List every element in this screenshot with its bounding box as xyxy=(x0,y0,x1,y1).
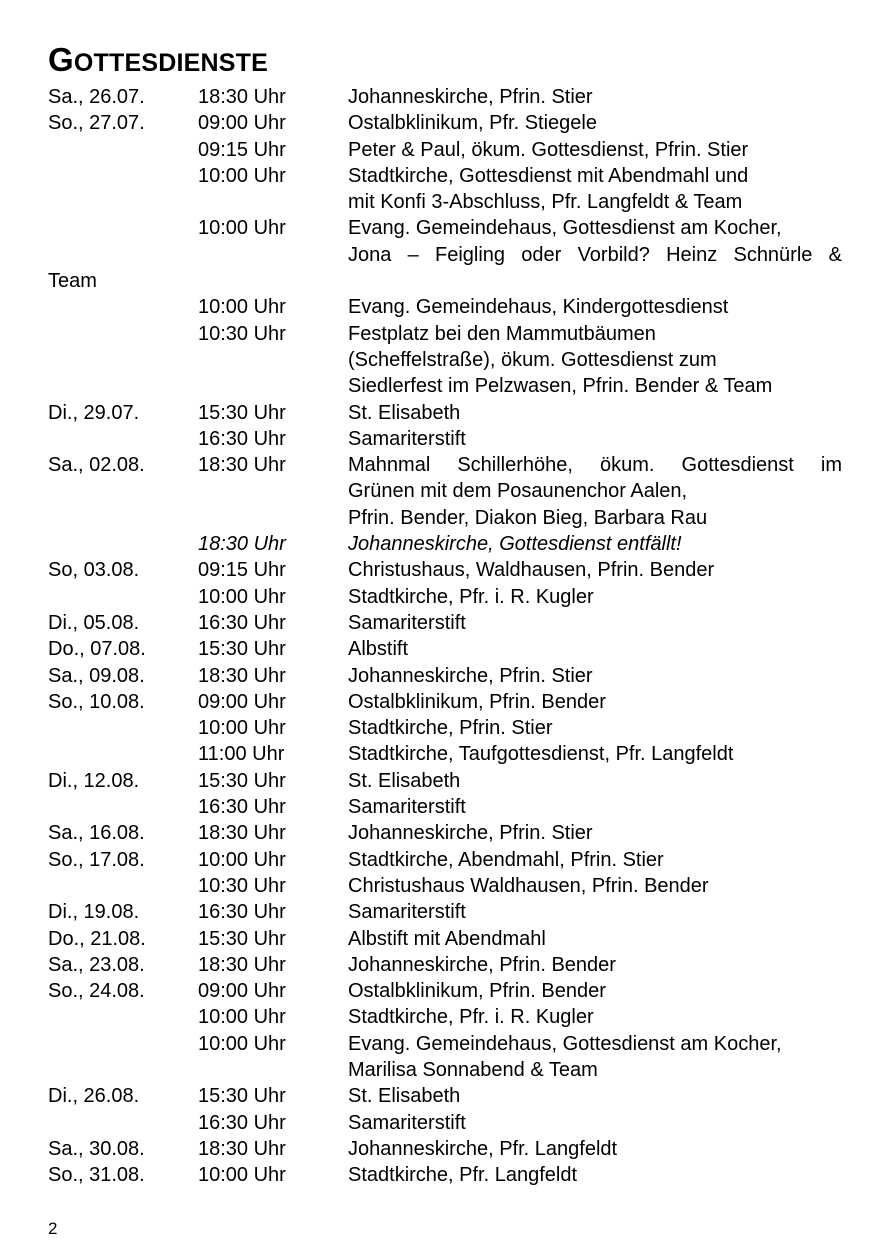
service-time: 10:00 Uhr xyxy=(198,585,286,608)
service-row xyxy=(48,137,842,163)
service-time: 10:00 Uhr xyxy=(198,717,286,740)
service-time: 10:00 Uhr xyxy=(198,217,286,240)
service-description-line: Stadtkirche, Abendmahl, Pfrin. Stier xyxy=(348,848,664,871)
service-description-line: Evang. Gemeindehaus, Gottesdienst am Kocher, xyxy=(348,217,782,240)
service-description xyxy=(348,163,842,216)
service-description xyxy=(348,636,842,662)
service-time: 10:00 Uhr xyxy=(198,164,286,187)
service-date: So., 17.08. xyxy=(48,848,145,871)
service-time: 18:30 Uhr xyxy=(198,454,286,477)
service-description-line: Stadtkirche, Taufgottesdienst, Pfr. Langfeldt xyxy=(348,743,734,766)
service-time: 18:30 Uhr xyxy=(198,533,286,556)
service-description-line: St. Elisabeth xyxy=(348,769,461,792)
service-description xyxy=(348,847,842,873)
service-description-line: Samariterstift xyxy=(348,901,466,924)
service-description xyxy=(348,663,842,689)
service-row xyxy=(48,321,842,400)
service-time: 10:00 Uhr xyxy=(198,848,286,871)
service-date: Sa., 23.08. xyxy=(48,953,145,976)
service-description-line: Samariterstift xyxy=(348,427,466,450)
service-description-line: Johanneskirche, Pfrin. Stier xyxy=(348,822,593,845)
service-row xyxy=(48,110,842,136)
service-description-line: Mahnmal Schillerhöhe, ökum. Gottesdienst im xyxy=(348,454,842,477)
service-time: 15:30 Uhr xyxy=(198,638,286,661)
service-description xyxy=(348,952,842,978)
service-date: Di., 19.08. xyxy=(48,901,140,924)
service-description xyxy=(348,294,842,320)
service-description xyxy=(348,584,842,610)
service-description-line: Stadtkirche, Pfr. i. R. Kugler xyxy=(348,1006,594,1029)
service-description-line: mit Konfi 3-Abschluss, Pfr. Langfeldt & Team xyxy=(348,191,743,214)
service-row xyxy=(48,794,842,820)
service-description-line: Stadtkirche, Pfrin. Stier xyxy=(348,717,553,740)
service-row xyxy=(48,663,842,689)
service-time: 15:30 Uhr xyxy=(198,401,286,424)
service-description-line: Festplatz bei den Mammutbäumen xyxy=(348,322,656,345)
service-date: Sa., 26.07. xyxy=(48,86,145,108)
service-description-line: Stadtkirche, Pfr. i. R. Kugler xyxy=(348,585,594,608)
service-date: Sa., 30.08. xyxy=(48,1137,145,1160)
service-schedule xyxy=(48,84,842,1188)
service-description xyxy=(348,1083,842,1109)
service-time: 09:00 Uhr xyxy=(198,980,286,1003)
service-description xyxy=(348,741,842,767)
page-number: 2 xyxy=(48,1219,58,1238)
service-time: 11:00 Uhr xyxy=(198,743,285,766)
service-row xyxy=(48,400,842,426)
service-date: Di., 05.08. xyxy=(48,611,140,634)
service-description-line: Albstift xyxy=(348,638,409,661)
service-description xyxy=(348,1031,842,1084)
service-row xyxy=(48,1162,842,1188)
service-description xyxy=(348,768,842,794)
page-title-initial: G xyxy=(48,41,74,78)
service-row xyxy=(48,926,842,952)
service-description-line: Johanneskirche, Pfrin. Bender xyxy=(348,953,616,976)
service-description xyxy=(348,820,842,846)
service-description-line: Stadtkirche, Gottesdienst mit Abendmahl und xyxy=(348,164,749,187)
service-description xyxy=(348,84,842,110)
service-row xyxy=(48,715,842,741)
service-time: 18:30 Uhr xyxy=(198,86,286,108)
service-description-line: Grünen mit dem Posaunenchor Aalen, xyxy=(348,480,688,503)
service-description-line: Peter & Paul, ökum. Gottesdienst, Pfrin. Stier xyxy=(348,138,749,161)
service-row xyxy=(48,873,842,899)
service-date: So, 03.08. xyxy=(48,559,140,582)
service-date: Do., 21.08. xyxy=(48,927,146,950)
service-time: 16:30 Uhr xyxy=(198,611,286,634)
service-row xyxy=(48,163,842,216)
service-description-line: Siedlerfest im Pelzwasen, Pfrin. Bender & Team xyxy=(348,375,773,398)
service-date: Sa., 09.08. xyxy=(48,664,145,687)
service-row xyxy=(48,1136,842,1162)
service-time: 16:30 Uhr xyxy=(198,1111,286,1134)
service-row xyxy=(48,899,842,925)
service-row xyxy=(48,84,842,110)
service-time: 18:30 Uhr xyxy=(198,953,286,976)
service-description-line: Pfrin. Bender, Diakon Bieg, Barbara Rau xyxy=(348,506,708,529)
service-time: 16:30 Uhr xyxy=(198,796,286,819)
service-row xyxy=(48,1083,842,1109)
service-description-line: Stadtkirche, Pfr. Langfeldt xyxy=(348,1164,578,1187)
service-row xyxy=(48,294,842,320)
service-description xyxy=(348,689,842,715)
service-row xyxy=(48,1110,842,1136)
service-description xyxy=(348,137,842,163)
service-time: 09:15 Uhr xyxy=(198,559,286,582)
service-row xyxy=(48,557,842,583)
service-row xyxy=(48,978,842,1004)
service-description-line: Johanneskirche, Pfr. Langfeldt xyxy=(348,1137,618,1160)
service-description-line: Samariterstift xyxy=(348,1111,466,1134)
service-time: 18:30 Uhr xyxy=(198,822,286,845)
service-time: 10:00 Uhr xyxy=(198,296,286,319)
service-row xyxy=(48,610,842,636)
service-date: Do., 07.08. xyxy=(48,638,146,661)
service-description-line: Albstift mit Abendmahl xyxy=(348,927,546,950)
service-description xyxy=(348,452,842,531)
service-time: 10:30 Uhr xyxy=(198,322,286,345)
service-row xyxy=(48,847,842,873)
service-date: So., 31.08. xyxy=(48,1164,145,1187)
service-time: 09:00 Uhr xyxy=(198,690,286,713)
service-description xyxy=(348,1162,842,1188)
service-description-overflow: Team xyxy=(48,270,97,293)
service-time: 10:00 Uhr xyxy=(198,1164,286,1187)
service-row xyxy=(48,741,842,767)
service-row xyxy=(48,1031,842,1084)
service-description-line: Christushaus, Waldhausen, Pfrin. Bender xyxy=(348,559,715,582)
service-description xyxy=(348,1004,842,1030)
service-row xyxy=(48,952,842,978)
service-description-line: Evang. Gemeindehaus, Gottesdienst am Kocher, xyxy=(348,1032,782,1055)
service-description xyxy=(348,557,842,583)
service-row xyxy=(48,215,842,268)
service-description-line: (Scheffelstraße), ökum. Gottesdienst zum xyxy=(348,348,717,371)
service-date: Sa., 02.08. xyxy=(48,454,145,477)
service-description-line: Jona – Feigling oder Vorbild? Heinz Schnürle & xyxy=(348,243,842,266)
service-description xyxy=(348,1110,842,1136)
service-time: 09:00 Uhr xyxy=(198,112,286,135)
service-time: 18:30 Uhr xyxy=(198,1137,286,1160)
service-description xyxy=(348,794,842,820)
service-row xyxy=(48,531,842,557)
service-time: 10:30 Uhr xyxy=(198,874,286,897)
service-description xyxy=(348,715,842,741)
service-row xyxy=(48,452,842,531)
service-description xyxy=(348,978,842,1004)
service-date: So., 27.07. xyxy=(48,112,145,135)
page-title-rest: OTTESDIENSTE xyxy=(73,49,268,77)
service-description-line: Ostalbklinikum, Pfrin. Bender xyxy=(348,980,606,1003)
service-description-line: Ostalbklinikum, Pfrin. Bender xyxy=(348,690,606,713)
service-description xyxy=(348,873,842,899)
service-description xyxy=(348,426,842,452)
service-description xyxy=(348,899,842,925)
service-row xyxy=(48,1004,842,1030)
service-time: 09:15 Uhr xyxy=(198,138,286,161)
service-time: 18:30 Uhr xyxy=(198,664,286,687)
service-date: Di., 29.07. xyxy=(48,401,140,424)
service-description xyxy=(348,400,842,426)
service-description-line: St. Elisabeth xyxy=(348,1085,461,1108)
service-date: Sa., 16.08. xyxy=(48,822,145,845)
service-description xyxy=(348,321,842,400)
service-date: So., 10.08. xyxy=(48,690,145,713)
service-description xyxy=(348,926,842,952)
service-time: 10:00 Uhr xyxy=(198,1032,286,1055)
service-row xyxy=(48,820,842,846)
service-row xyxy=(48,768,842,794)
service-time: 16:30 Uhr xyxy=(198,901,286,924)
service-row xyxy=(48,689,842,715)
service-row xyxy=(48,426,842,452)
service-date: Di., 26.08. xyxy=(48,1085,140,1108)
service-time: 10:00 Uhr xyxy=(198,1006,286,1029)
service-time: 15:30 Uhr xyxy=(198,769,286,792)
service-description-line: Marilisa Sonnabend & Team xyxy=(348,1058,598,1081)
service-time: 15:30 Uhr xyxy=(198,927,286,950)
page-title xyxy=(48,40,268,83)
service-description-line: Samariterstift xyxy=(348,796,466,819)
service-description xyxy=(348,215,842,268)
service-description-line: Christushaus Waldhausen, Pfrin. Bender xyxy=(348,874,709,897)
service-description xyxy=(348,1136,842,1162)
service-description xyxy=(348,610,842,636)
service-time: 15:30 Uhr xyxy=(198,1085,286,1108)
service-description xyxy=(348,110,842,136)
service-date: So., 24.08. xyxy=(48,980,145,1003)
service-description-line: Johanneskirche, Gottesdienst entfällt! xyxy=(348,533,682,556)
service-description-line: Johanneskirche, Pfrin. Stier xyxy=(348,86,593,108)
service-description-line: Johanneskirche, Pfrin. Stier xyxy=(348,664,593,687)
service-description-line: Samariterstift xyxy=(348,611,466,634)
service-row xyxy=(48,584,842,610)
service-description-line: St. Elisabeth xyxy=(348,401,461,424)
service-date: Di., 12.08. xyxy=(48,769,140,792)
service-description-line: Evang. Gemeindehaus, Kindergottesdienst xyxy=(348,296,729,319)
service-description xyxy=(348,531,842,557)
service-time: 16:30 Uhr xyxy=(198,427,286,450)
service-row xyxy=(48,636,842,662)
service-description-line: Ostalbklinikum, Pfr. Stiegele xyxy=(348,112,597,135)
